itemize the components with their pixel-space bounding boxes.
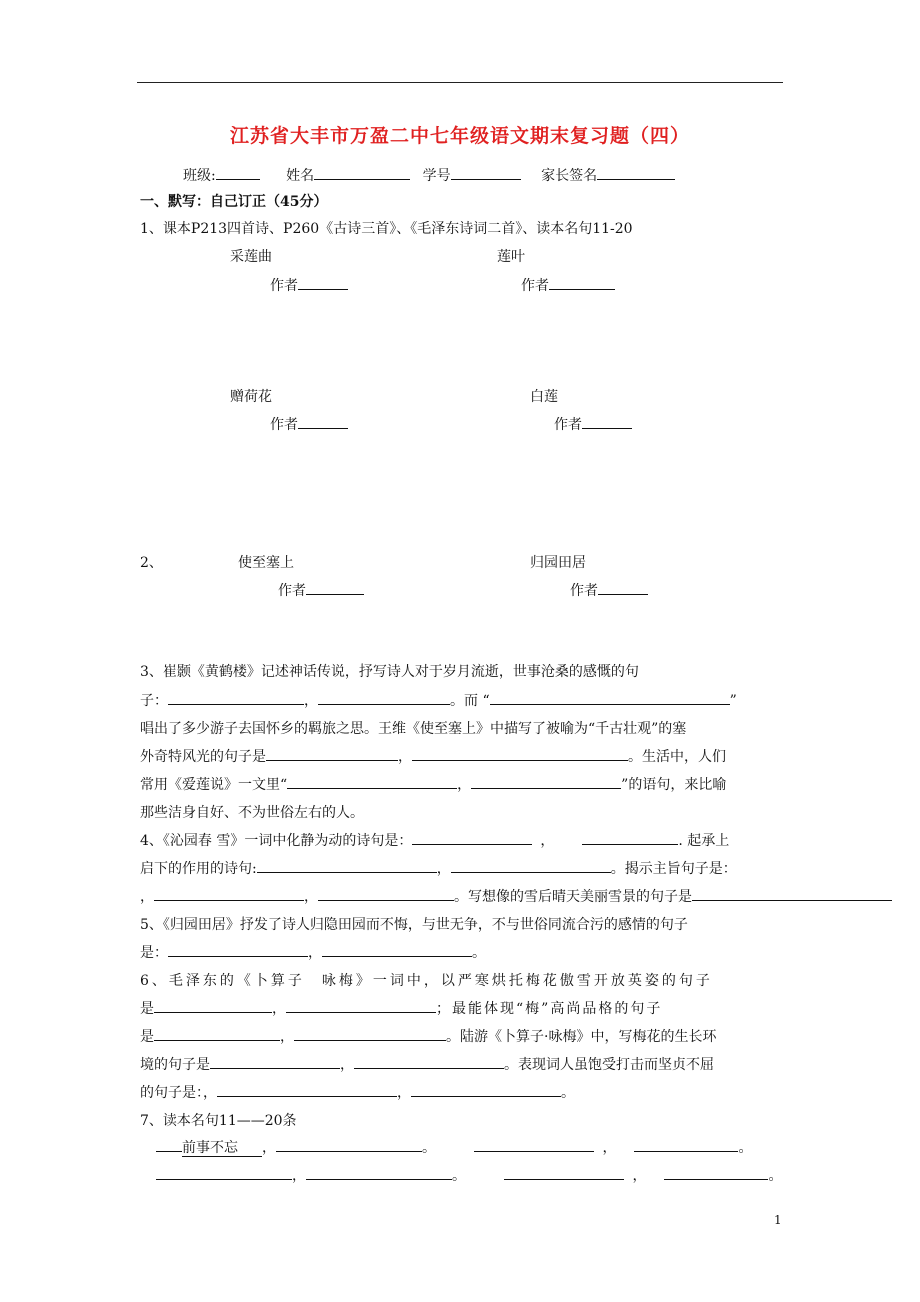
q6-line-b [140,998,662,1018]
author-line-4 [554,414,632,434]
q3-line-e [140,774,726,794]
author-line-5 [278,580,364,600]
class-field[interactable] [216,165,260,180]
text: 外奇特风光的句子是 [140,749,266,765]
blank[interactable] [582,830,678,845]
text: 是 [140,1029,154,1045]
blank[interactable] [692,886,892,901]
header-rule [137,82,783,83]
author-label: 作者 [270,417,298,433]
q4-line-b [140,858,737,878]
text: 。 [768,1168,783,1184]
q4-line-a [140,830,729,850]
parent-label: 家长签名 [541,168,598,184]
blank[interactable] [306,1165,452,1180]
blank[interactable] [168,690,304,705]
blank[interactable] [664,1165,768,1180]
text: 子： [140,693,168,709]
poem-title-1: 采莲曲 [230,249,272,265]
author-field[interactable] [598,580,648,595]
text: 境的句子是 [140,1057,210,1073]
blank[interactable] [266,746,398,761]
blank[interactable] [154,1026,280,1041]
text: ， [340,1057,354,1073]
author-label: 作者 [554,417,582,433]
poem-title-4: 白莲 [530,389,558,405]
text: 常用《爱莲说》一文里“ [140,777,288,793]
blank[interactable] [210,1054,340,1069]
author-label: 作者 [570,583,598,599]
blank[interactable] [168,942,308,957]
q6-line-a: 6、毛泽东的《卜算子 咏梅》一词中，以严寒烘托梅花傲雪开放英姿的句子 [140,973,713,989]
text: 。陆游《卜算子·咏梅》中，写梅花的生长环 [446,1029,717,1045]
text: 。表现词人虽饱受打击而坚贞不屈 [504,1057,714,1073]
text: ， [602,1140,617,1156]
poem-title-6: 归园田居 [530,555,586,571]
id-label: 学号 [422,168,451,184]
author-field[interactable] [298,275,348,290]
blank[interactable] [154,886,304,901]
author-line-1 [270,275,348,295]
text: ， [280,1029,294,1045]
blank[interactable] [634,1137,738,1152]
q5-line-a: 5、《归园田居》抒发了诗人归隐田园而不悔，与世无争，不与世俗同流合污的感情的句子 [140,917,688,933]
name-field[interactable] [314,165,410,180]
blank[interactable] [318,886,454,901]
blank[interactable] [322,942,472,957]
text: 。生活中，人们 [628,749,726,765]
blank[interactable] [354,1054,504,1069]
blank[interactable] [257,858,437,873]
question-2-number: 2、 [140,555,163,571]
text: 。而 “ [450,693,490,709]
page-title: 江苏省大丰市万盈二中七年级语文期末复习题（四） [229,125,690,147]
blank[interactable] [471,774,621,789]
q7-row-2 [156,1165,782,1185]
blank[interactable] [318,690,450,705]
blank[interactable] [490,690,730,705]
poem-title-5: 使至塞上 [238,555,294,571]
q3-line-d [140,746,726,766]
text: ， [140,889,154,905]
blank[interactable] [412,746,628,761]
text: 。 [472,945,486,961]
text: 。 [561,1085,575,1101]
blank[interactable] [287,774,457,789]
parent-field[interactable] [597,165,675,180]
q3-line-f: 那些洁身自好、不为世俗左右的人。 [140,805,364,821]
text: . 起承上 [678,833,730,849]
text: ” [729,693,737,709]
text: ， [632,1168,647,1184]
text: 是 [140,1001,154,1017]
author-label: 作者 [521,278,549,294]
info-line [183,165,675,185]
page-number: 1 [774,1213,782,1227]
text: ， [304,889,318,905]
blank[interactable] [412,830,532,845]
text: ；最能体现“梅”高尚品格的句子 [436,1001,663,1017]
blank[interactable] [504,1165,624,1180]
blank[interactable] [154,998,272,1013]
q6-line-e [140,1082,575,1102]
text: 。 [738,1140,753,1156]
class-label: 班级: [183,168,216,184]
text: 。 [452,1168,466,1184]
id-field[interactable] [451,165,521,180]
author-field[interactable] [549,275,615,290]
text: ， [304,693,318,709]
q7-heading: 7、读本名句11——20条 [140,1113,297,1129]
q6-line-d [140,1054,714,1074]
poem-title-2: 莲叶 [497,249,525,265]
text: 。 [422,1140,436,1156]
q5-line-b [140,942,486,962]
q4-line-c [140,886,920,906]
blank[interactable] [411,1082,561,1097]
text: ”的语句，来比喻 [621,777,727,793]
q3-line-b [140,690,737,710]
blank[interactable] [474,1137,594,1152]
q6-line-c [140,1026,716,1046]
text: ， [397,1085,411,1101]
author-label: 作者 [278,583,306,599]
blank[interactable] [286,998,436,1013]
author-field[interactable] [298,414,348,429]
text: 前事不忘 [182,1140,262,1157]
text: ， [272,1001,286,1017]
text: ， [398,749,412,765]
text: 。揭示主旨句子是： [610,861,737,877]
q3-line-c: 唱出了多少游子去国怀乡的羁旅之思。王维《使至塞上》中描写了被喻为“千古壮观”的塞 [140,721,687,737]
text: ， [262,1140,276,1156]
blank[interactable] [217,1082,397,1097]
blank[interactable] [294,1026,446,1041]
q3-line-a: 3、崔颢《黄鹤楼》记述神话传说，抒写诗人对于岁月流逝，世事沧桑的感慨的句 [140,664,639,680]
author-line-2 [521,275,615,295]
section-heading: 一、默写：自己订正（45分） [140,194,328,210]
author-field[interactable] [306,580,364,595]
question-1: 1、课本P213四首诗、P260《古诗三首》、《毛泽东诗词二首》、读本名句11-20 [140,221,633,237]
text: 。写想像的雪后晴天美丽雪景的句子是 [454,889,692,905]
name-label: 姓名 [286,168,315,184]
blank[interactable] [156,1137,182,1152]
text: 启下的作用的诗句: [140,861,257,877]
blank[interactable] [276,1137,422,1152]
blank[interactable] [451,858,611,873]
text: ， [436,861,451,877]
text: ， [457,777,472,793]
text: 的句子是：， [140,1085,217,1101]
text: 4、《沁园春 雪》一词中化静为动的诗句是： [140,833,413,849]
author-line-3 [270,414,348,434]
author-line-6 [570,580,648,600]
author-label: 作者 [270,278,298,294]
text: ， [292,1168,306,1184]
blank[interactable] [156,1165,292,1180]
text: ， [540,833,555,849]
author-field[interactable] [582,414,632,429]
poem-title-3: 赠荷花 [230,389,272,405]
text: 是： [140,945,168,961]
q7-row-1 [156,1137,752,1157]
text: ， [308,945,322,961]
